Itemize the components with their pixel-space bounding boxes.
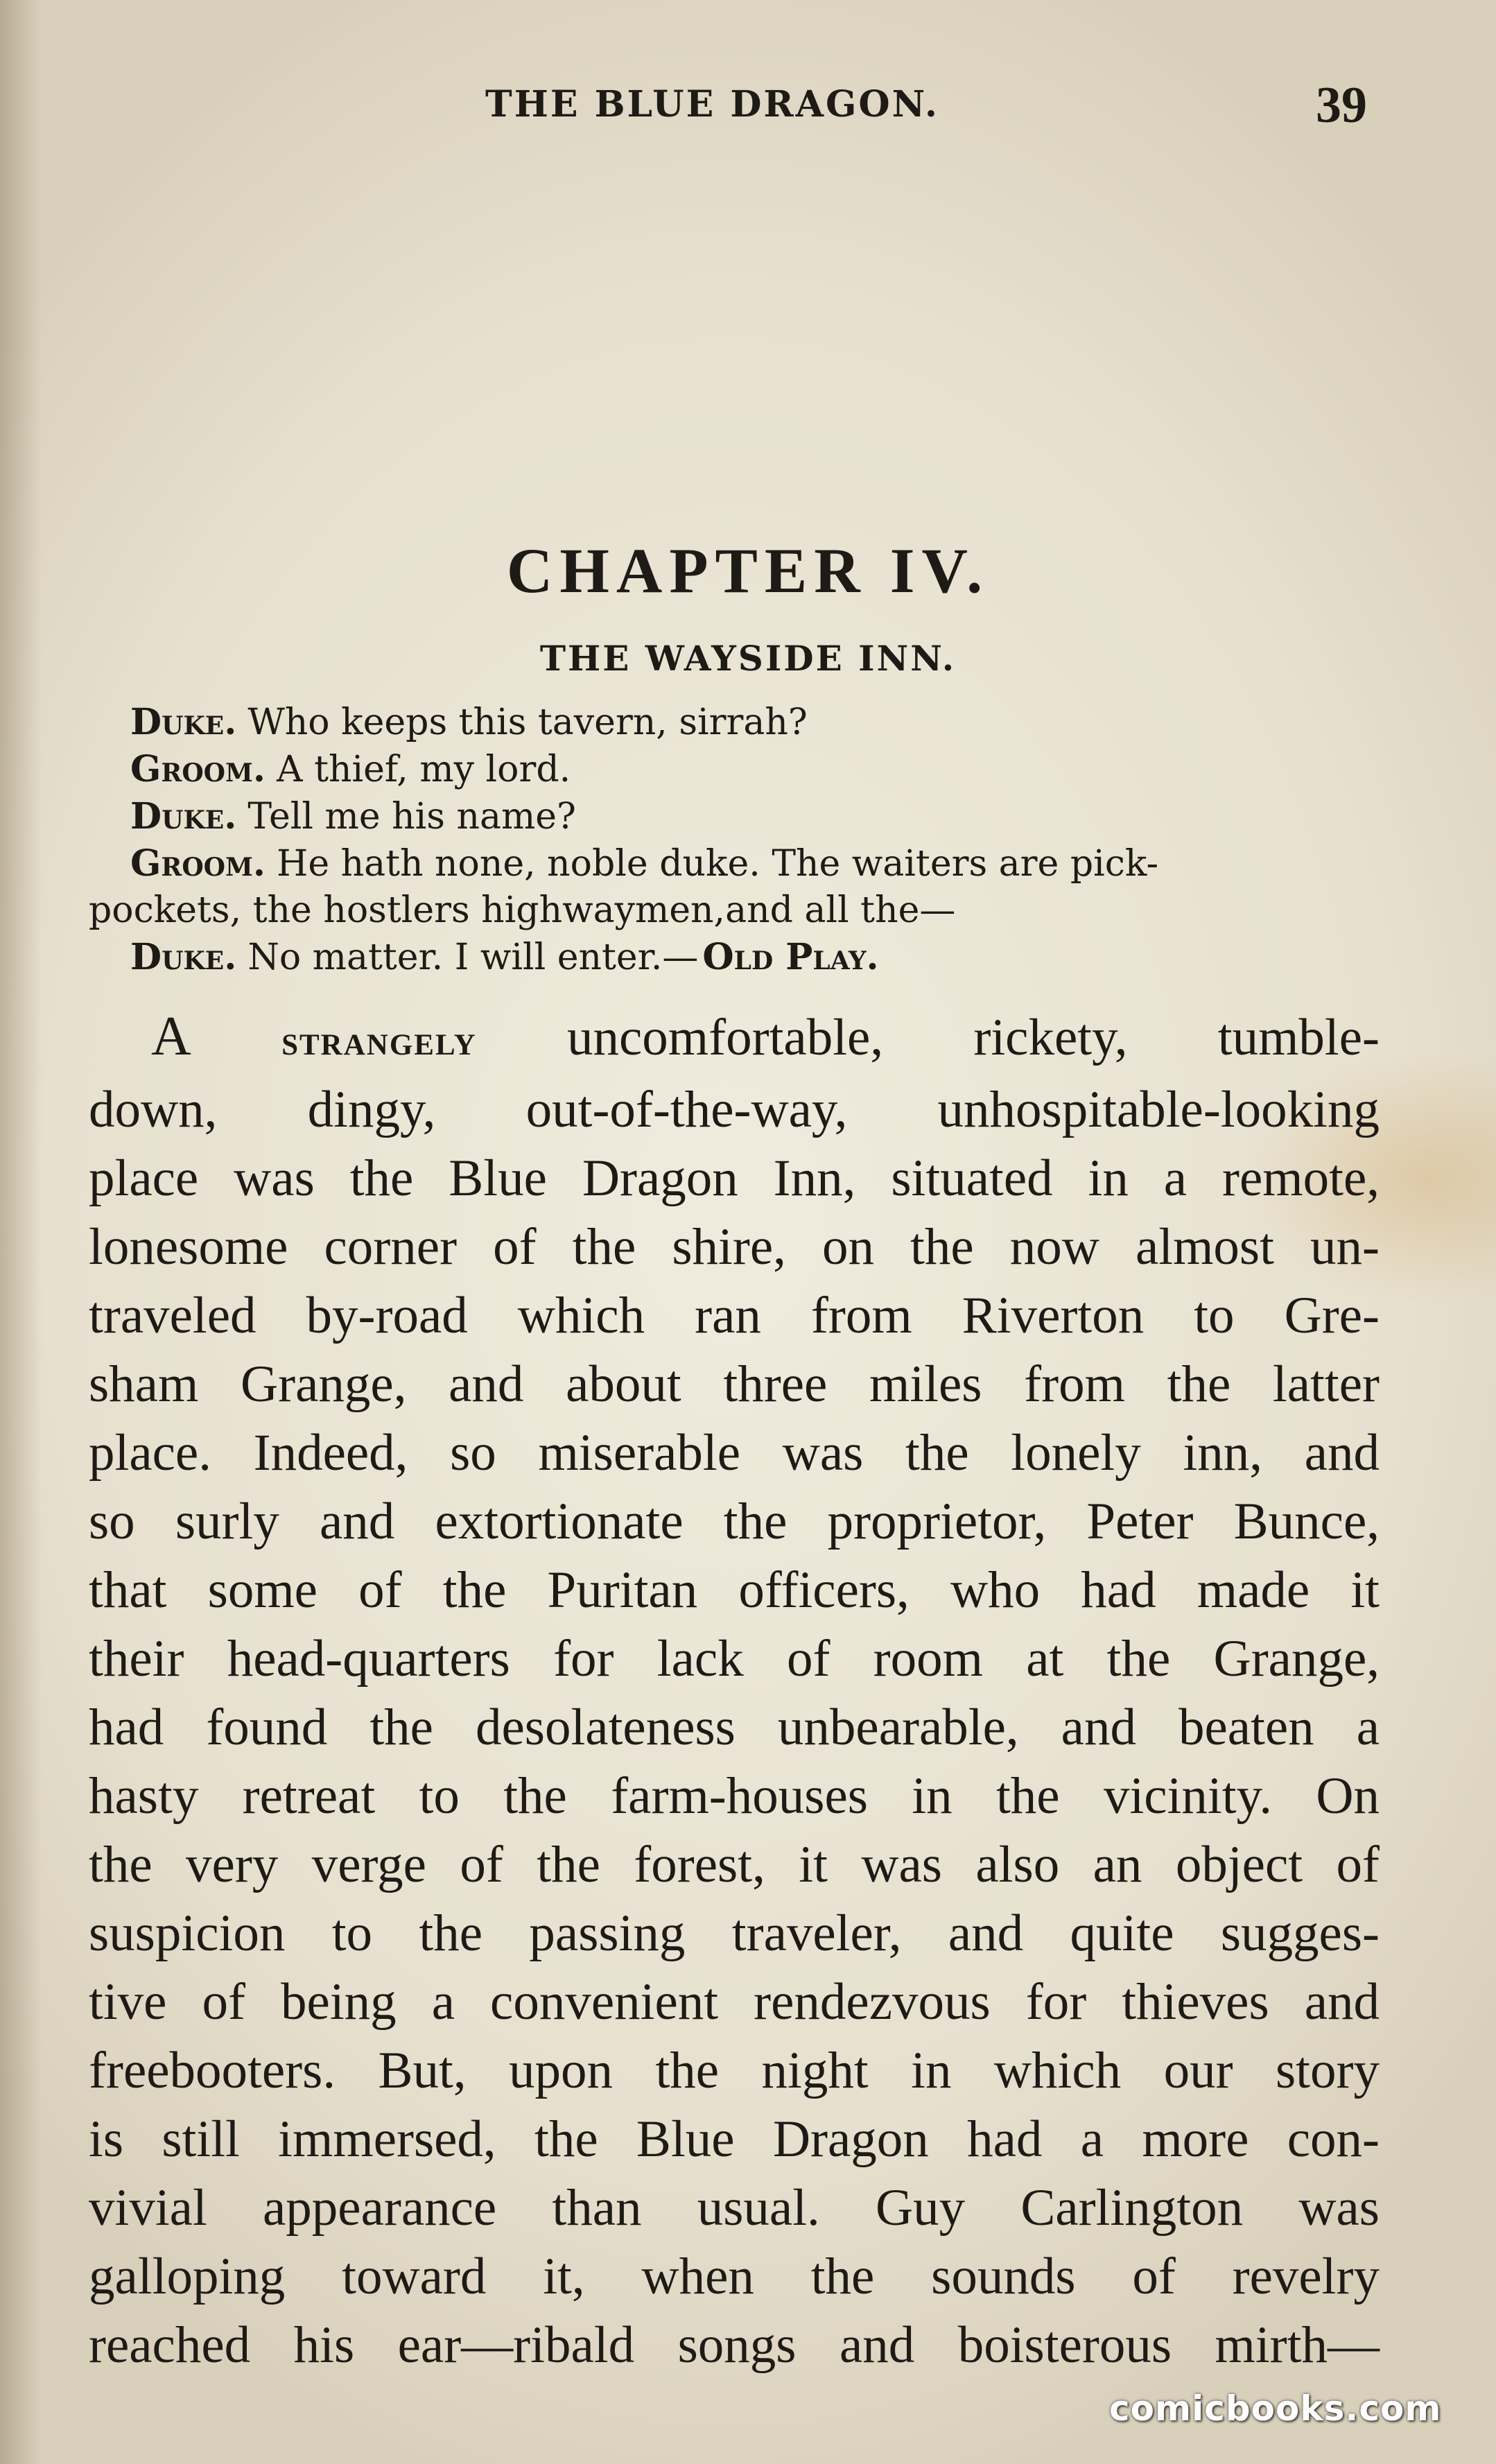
body-line <box>89 1003 1380 1075</box>
body-line: lonesome corner of the shire, on the now almost un- <box>89 1218 1380 1276</box>
page-number: 39 <box>1316 77 1367 134</box>
epigraph <box>89 699 1378 981</box>
epigraph-speaker: Duke. <box>130 701 237 743</box>
body-line: hasty retreat to the farm-houses in the vicinity. On <box>89 1767 1380 1825</box>
body-line: traveled by-road which ran from Riverton to Gre- <box>89 1287 1380 1344</box>
epigraph-text: Tell me his name? <box>247 796 576 838</box>
body-line: so surly and extortionate the proprietor, Peter Bunce, <box>89 1493 1380 1550</box>
chapter-title: CHAPTER IV. <box>506 535 990 606</box>
body-line: vivial appearance than usual. Guy Carlington was <box>89 2179 1380 2237</box>
body-line: place was the Blue Dragon Inn, situated in a remote, <box>89 1149 1380 1207</box>
epigraph-line <box>89 699 1378 746</box>
body-line-text: uncomfortable, rickety, tumble- <box>567 1009 1380 1066</box>
epigraph-text: pockets, the hostlers highwaymen,and all the— <box>89 890 956 931</box>
body-line: had found the desolateness unbearable, and beaten a <box>89 1699 1380 1756</box>
body-paragraph <box>89 1003 1380 2379</box>
page-header <box>0 76 1496 139</box>
lead-smallcaps: strangely <box>281 1017 477 1064</box>
body-line: the very verge of the forest, it was also an object of <box>89 1836 1380 1893</box>
epigraph-text: He hath none, noble duke. The waiters are pick- <box>277 843 1159 885</box>
epigraph-text: A thief, my lord. <box>277 749 571 790</box>
body-line: reached his ear—ribald songs and boisterous mirth— <box>89 2316 1380 2374</box>
body-line: place. Indeed, so miserable was the lonely inn, and <box>89 1424 1380 1482</box>
epigraph-speaker: Groom. <box>130 842 266 885</box>
epigraph-line <box>89 934 1378 981</box>
body-line: galloping toward it, when the sounds of revelry <box>89 2248 1380 2305</box>
site-watermark: comicbooks.com <box>1109 2388 1442 2429</box>
body-line: is still immersed, the Blue Dragon had a more con- <box>89 2110 1380 2168</box>
body-line: suspicion to the passing traveler, and quite sugges- <box>89 1905 1380 1962</box>
epigraph-attribution: Old Play. <box>702 936 879 978</box>
epigraph-line <box>89 793 1378 840</box>
epigraph-text: No matter. I will enter.— <box>247 937 699 978</box>
body-line: down, dingy, out-of-the-way, unhospitable-looking <box>89 1081 1380 1138</box>
running-head: THE BLUE DRAGON. <box>485 83 939 125</box>
body-line: their head-quarters for lack of room at the Grange, <box>89 1630 1380 1688</box>
body-line: sham Grange, and about three miles from the latter <box>89 1355 1380 1413</box>
epigraph-line <box>89 887 1378 934</box>
epigraph-text: Who keeps this tavern, sirrah? <box>247 702 808 743</box>
body-line: tive of being a convenient rendezvous for thieves and <box>89 1973 1380 2031</box>
epigraph-speaker: Duke. <box>130 795 237 838</box>
epigraph-speaker: Groom. <box>130 748 266 790</box>
lead-capital: A <box>151 1006 191 1067</box>
epigraph-speaker: Duke. <box>130 936 237 978</box>
body-line: freebooters. But, upon the night in which our story <box>89 2042 1380 2099</box>
epigraph-line <box>89 746 1378 793</box>
chapter-subtitle: THE WAYSIDE INN. <box>539 638 957 679</box>
body-line: that some of the Puritan officers, who had made it <box>89 1561 1380 1619</box>
epigraph-line <box>89 840 1378 887</box>
page-gutter-shadow <box>0 0 42 2464</box>
